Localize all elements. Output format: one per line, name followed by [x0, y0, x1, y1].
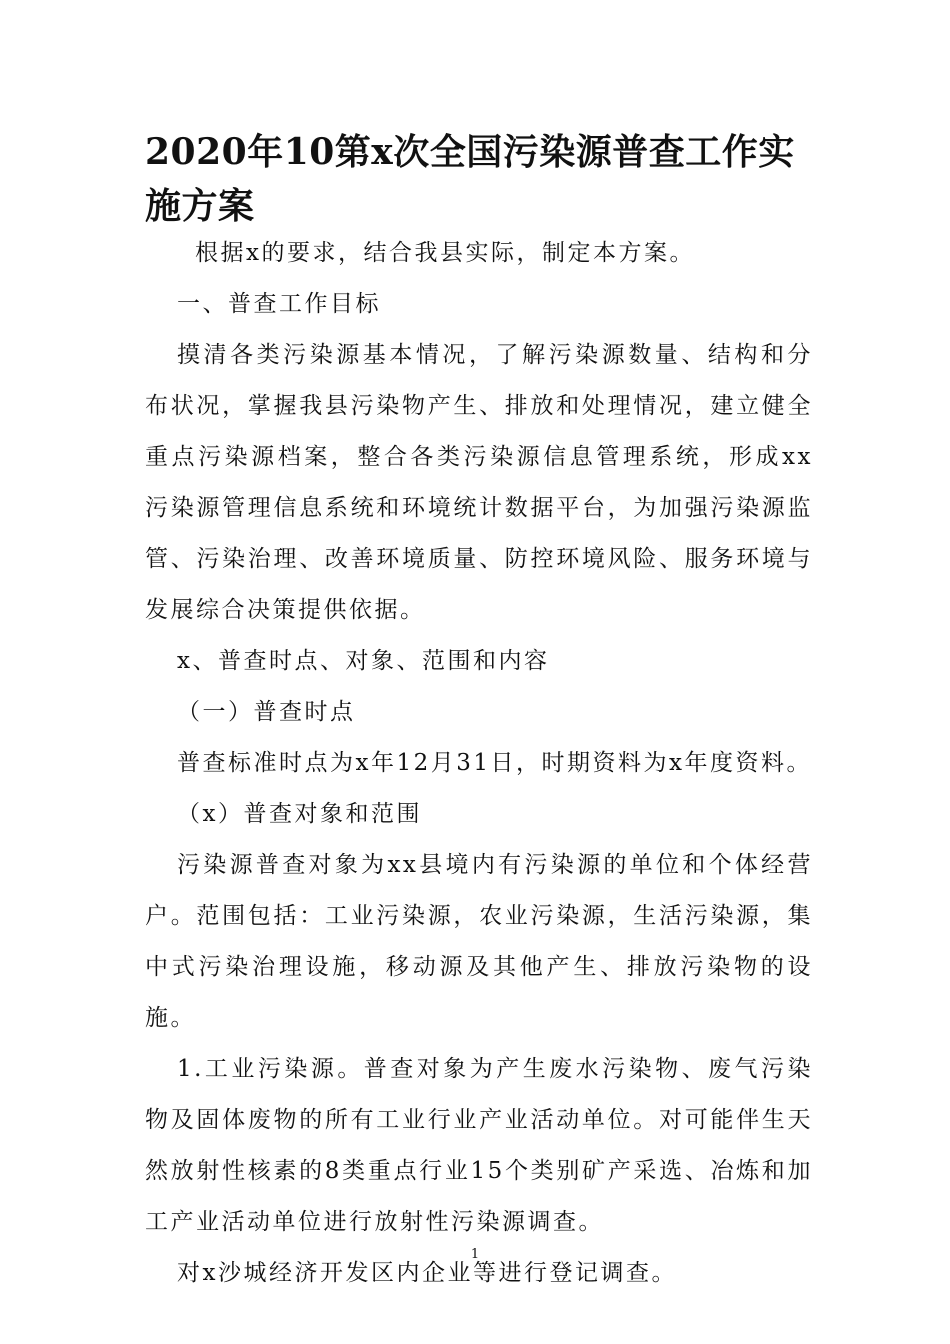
- section-heading-scope: x、普查时点、对象、范围和内容: [177, 648, 550, 674]
- intro-paragraph: 根据x的要求，结合我县实际，制定本方案。: [195, 240, 695, 266]
- industrial-paragraph: 1.工业污染源。普查对象为产生废水污染物、废气污染物及固体废物的所有工业行业产业活动单位。对可能伴生天然放射性核素的8类重点行业15个类别矿产采选、冶炼和加工产业活动单位进行放射性污染源调查。: [145, 1056, 813, 1235]
- document-title: 2020年10第x次全国污染源普查工作实施方案: [145, 131, 795, 227]
- registration-paragraph: 对x沙城经济开发区内企业等进行登记调查。: [177, 1260, 677, 1286]
- goals-paragraph: 摸清各类污染源基本情况，了解污染源数量、结构和分布状况，掌握我县污染物产生、排放和处理情况，建立健全重点污染源档案，整合各类污染源信息管理系统，形成xx污染源管理信息系统和环境统计数据平台，为加强污染源监管、污染治理、改善环境质量、防控环境风险、服务环境与发展综合决策提供依据。: [145, 342, 813, 623]
- time-paragraph: 普查标准时点为x年12月31日，时期资料为x年度资料。: [177, 750, 812, 776]
- subheading-objects: （x）普查对象和范围: [177, 801, 422, 827]
- document-body: [145, 228, 813, 1299]
- objects-paragraph: 污染源普查对象为xx县境内有污染源的单位和个体经营户。范围包括：工业污染源，农业污染源，生活污染源，集中式污染治理设施，移动源及其他产生、排放污染物的设施。: [145, 852, 813, 1031]
- section-heading-goals: 一、普查工作目标: [177, 291, 381, 317]
- page-number: 1: [470, 1247, 480, 1262]
- subheading-time: （一）普查时点: [177, 699, 356, 725]
